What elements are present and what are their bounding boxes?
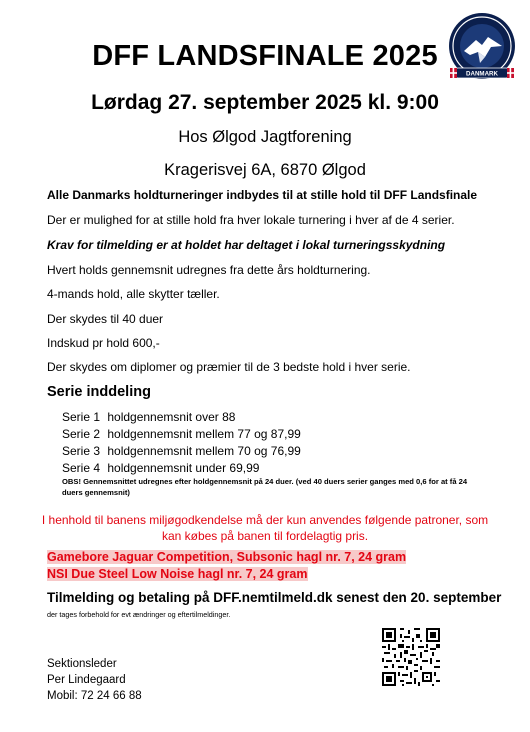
event-date: Lørdag 27. september 2025 kl. 9:00 <box>91 91 439 114</box>
requirement-text: Krav for tilmelding er at holdet har deltaget i lokal turneringsskydning <box>47 238 446 252</box>
body-line-fee: Indskud pr hold 600,- <box>47 336 160 350</box>
contact-role: Sektionsleder <box>47 658 117 670</box>
series-label: Serie 2 <box>62 427 101 441</box>
series-text: holdgennemsnit mellem 77 og 87,99 <box>107 427 301 441</box>
series-text: holdgennemsnit under 69,99 <box>107 461 260 475</box>
series-item <box>62 427 301 441</box>
series-text: holdgennemsnit mellem 70 og 76,99 <box>107 444 301 458</box>
series-text: holdgennemsnit over 88 <box>107 410 236 424</box>
body-line-average: Hvert holds gennemsnit udregnes fra dette års holdturnering. <box>47 263 371 277</box>
contact-phone: Mobil: 72 24 66 88 <box>47 690 142 702</box>
signup-text: Tilmelding og betaling på DFF.nemtilmeld.dk senest den 20. september <box>47 590 502 605</box>
ammo-notice <box>0 512 530 544</box>
venue: Hos Ølgod Jagtforening <box>178 128 352 146</box>
series-item <box>62 461 259 475</box>
series-label: Serie 1 <box>62 410 101 424</box>
body-line-team-size: 4-mands hold, alle skytter tæller. <box>47 287 220 301</box>
svg-text:DANMARK: DANMARK <box>466 70 498 78</box>
body-line-teams: Der er mulighed for at stille hold fra hver lokale turnering i hver af de 4 serier. <box>47 213 455 227</box>
signup-disclaimer: der tages forbehold for evt ændringer og eftertilmeldinger. <box>47 610 231 619</box>
contact-name: Per Lindegaard <box>47 674 126 686</box>
series-heading: Serie inddeling <box>47 384 151 400</box>
page-title: DFF LANDSFINALE 2025 <box>92 40 438 72</box>
ammo-notice-line-2: kan købes på banen til fordelagtig pris. <box>161 529 369 543</box>
address: Kragerisvej 6A, 6870 Ølgod <box>164 161 366 179</box>
body-line-targets: Der skydes til 40 duer <box>47 312 164 326</box>
ammo-item-1: Gamebore Jaguar Competition, Subsonic hagl nr. 7, 24 gram <box>47 550 407 564</box>
series-item <box>62 444 301 458</box>
series-label: Serie 4 <box>62 461 101 475</box>
intro-text: Alle Danmarks holdturneringer indbydes til at stille hold til DFF Landsfinale <box>47 188 478 202</box>
series-item <box>62 410 235 424</box>
body-line-prizes: Der skydes om diplomer og præmier til de 3 bedste hold i hver serie. <box>47 360 411 374</box>
series-label: Serie 3 <box>62 444 101 458</box>
obs-note: OBS! Gennemsnittet udregnes efter holdgennemsnit på 24 duer. (ved 40 duers serier ganges med 0,6 for at få 24 duers gennemsnit) <box>62 477 468 497</box>
ammo-notice-line-1: I henhold til banens miljøgodkendelse må der kun anvendes følgende patroner, som <box>41 513 489 527</box>
ammo-item-2: NSI Due Steel Low Noise hagl nr. 7, 24 gram <box>47 567 308 581</box>
qr-code-icon[interactable] <box>382 628 440 686</box>
